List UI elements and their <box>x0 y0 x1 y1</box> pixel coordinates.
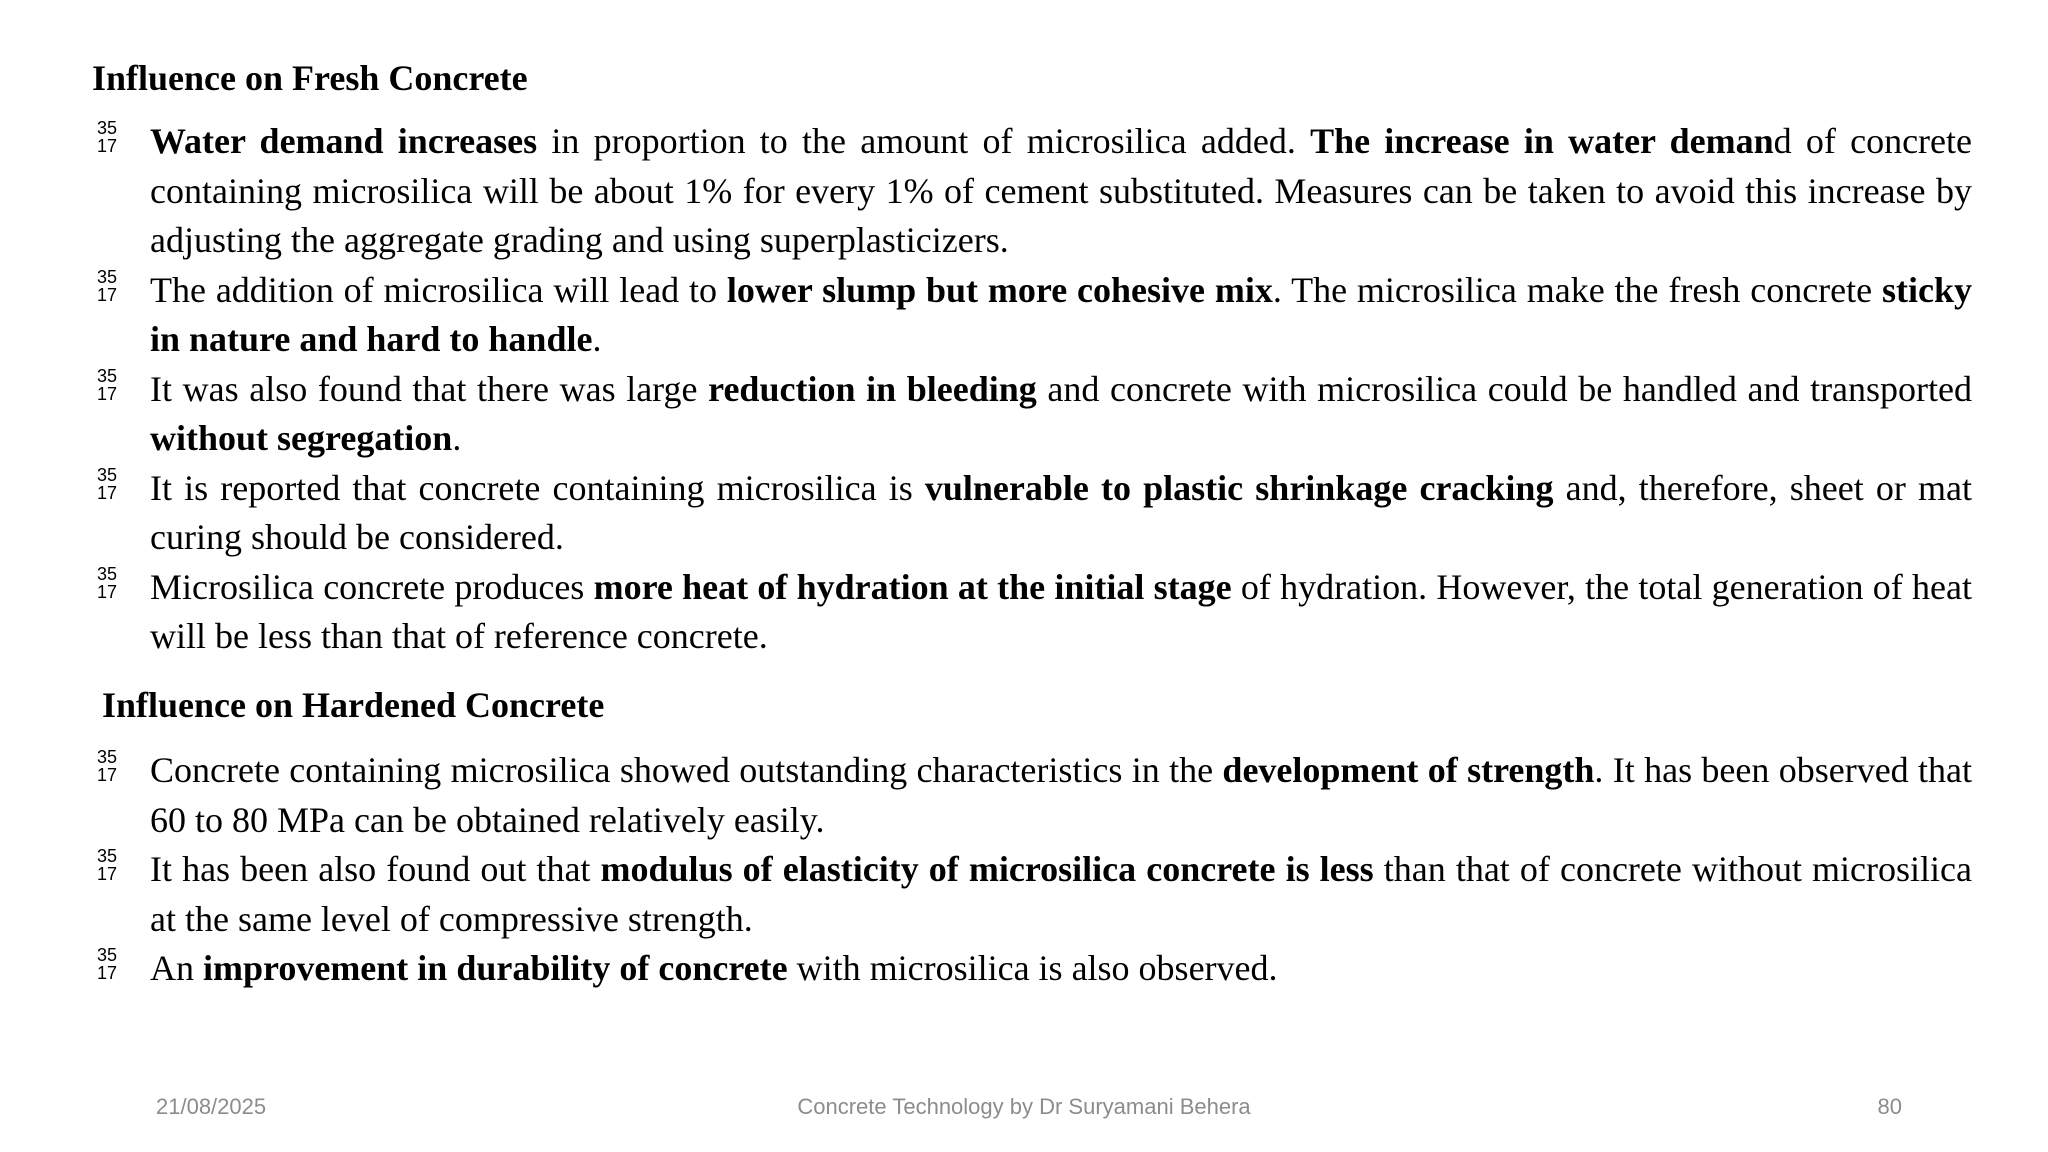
bullet-icon <box>92 565 122 601</box>
bullet-icon <box>92 367 122 403</box>
list-item <box>92 563 1972 662</box>
text-segment: and concrete with microsilica could be handled and transported <box>1036 368 1973 409</box>
emphasized-text: more heat of hydration at the initial stage <box>593 566 1232 607</box>
text-segment: in proportion to the amount of microsilica added. <box>537 121 1311 161</box>
bullet-glyph-top: 35 <box>96 747 118 767</box>
bullet-glyph-top: 35 <box>96 563 118 584</box>
emphasized-text: without segregation <box>150 418 453 458</box>
text-segment: It was also found that there was large <box>150 368 709 409</box>
text-segment: An <box>150 948 203 988</box>
emphasized-text: vulnerable to plastic shrinkage cracking <box>924 467 1554 508</box>
text-segment: Concrete containing microsilica showed outstanding characteristics in the <box>150 750 1223 790</box>
emphasized-text: lower slump but more cohesive mix <box>726 269 1273 310</box>
bullet-icon <box>92 268 122 304</box>
bullet-glyph-bottom: 17 <box>96 765 118 785</box>
list-item <box>92 464 1972 563</box>
hardened-concrete-heading: Influence on Hardened Concrete <box>102 685 605 725</box>
hardened-concrete-list <box>92 746 1972 994</box>
bullet-glyph-bottom: 17 <box>96 284 118 305</box>
bullet-icon <box>92 946 122 982</box>
bullet-text <box>150 365 1972 464</box>
text-segment: and, therefore, sheet or mat curing should be considered. <box>150 467 1972 557</box>
bullet-text <box>150 266 1972 365</box>
text-segment: . <box>452 418 462 458</box>
text-segment: Microsilica concrete produces <box>150 566 594 607</box>
list-item <box>92 117 1972 266</box>
bullet-text <box>150 845 1972 944</box>
bullet-glyph-top: 35 <box>96 464 118 485</box>
list-item <box>92 365 1972 464</box>
bullet-icon <box>92 748 122 784</box>
text-segment: . It has been observed that 60 to 80 MPa can be obtained relatively easily. <box>150 750 1973 840</box>
text-segment: . The microsilica make the fresh concrete <box>1272 269 1882 310</box>
bullet-text <box>150 563 1972 662</box>
emphasized-text: improvement in durability of concrete <box>203 948 788 988</box>
bullet-glyph-bottom: 17 <box>96 136 118 156</box>
bullet-text <box>150 944 1972 994</box>
bullet-glyph-bottom: 17 <box>96 864 118 884</box>
emphasized-text: reduction in bleeding <box>708 368 1037 409</box>
text-segment: than that of concrete without microsilica at the same level of compressive strength. <box>150 849 1972 939</box>
text-segment: with microsilica is also observed. <box>787 948 1278 988</box>
bullet-glyph-top: 35 <box>96 266 118 287</box>
bullet-text <box>150 117 1972 266</box>
list-item <box>92 944 1972 994</box>
bullet-glyph-top: 35 <box>96 118 118 138</box>
footer-page-number: 80 <box>1877 1094 1902 1119</box>
list-item <box>92 845 1972 944</box>
bullet-glyph-bottom: 17 <box>96 383 118 404</box>
bullet-glyph-bottom: 17 <box>96 581 118 602</box>
text-segment: It has been also found out that <box>150 849 601 889</box>
text-segment: The addition of microsilica will lead to <box>150 269 727 310</box>
list-item <box>92 746 1972 845</box>
emphasized-text: sticky in nature and hard to handle <box>150 269 1972 359</box>
bullet-icon <box>92 466 122 502</box>
bullet-glyph-top: 35 <box>96 365 118 386</box>
fresh-concrete-heading: Influence on Fresh Concrete <box>92 58 528 98</box>
bullet-text <box>150 464 1972 563</box>
emphasized-text: Water demand increases <box>150 121 538 161</box>
bullet-text <box>150 746 1972 845</box>
bullet-glyph-top: 35 <box>96 945 118 965</box>
emphasized-text: development of strength <box>1222 750 1595 790</box>
text-segment: d of concrete containing microsilica will be about 1% for every 1% of cement substituted. Measures can be taken to avoid this increase by adjusting the aggregate grading and using superplasticizers. <box>150 121 1972 260</box>
list-item <box>92 266 1972 365</box>
bullet-glyph-bottom: 17 <box>96 963 118 983</box>
footer-title: Concrete Technology by Dr Suryamani Behera <box>797 1094 1251 1119</box>
bullet-glyph-bottom: 17 <box>96 482 118 503</box>
emphasized-text: The increase in water deman <box>1310 121 1774 161</box>
footer-date: 21/08/2025 <box>156 1094 267 1119</box>
text-segment: . <box>592 319 602 359</box>
text-segment: of hydration. However, the total generation of heat will be less than that of reference concrete. <box>150 566 1972 656</box>
emphasized-text: modulus of elasticity of microsilica concrete is less <box>600 849 1374 889</box>
bullet-icon <box>92 119 122 155</box>
text-segment: It is reported that concrete containing microsilica is <box>150 467 925 508</box>
fresh-concrete-list <box>92 117 1972 662</box>
bullet-icon <box>92 847 122 883</box>
bullet-glyph-top: 35 <box>96 846 118 866</box>
